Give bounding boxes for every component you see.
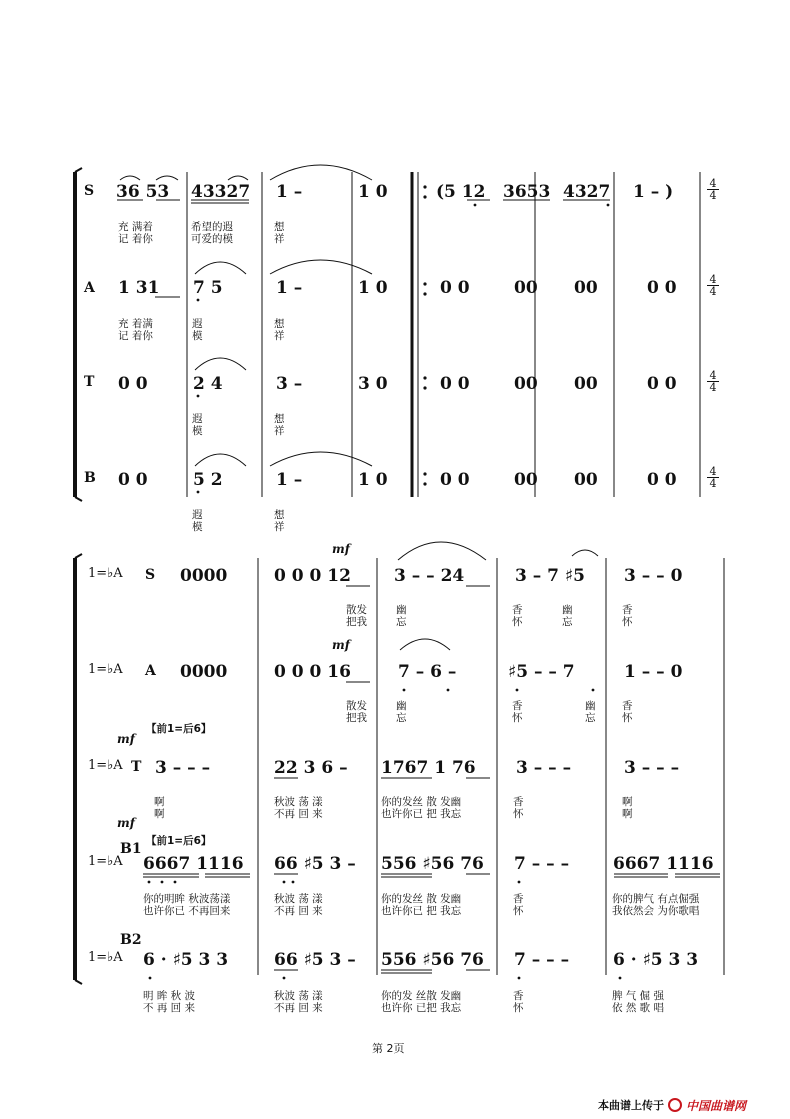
part-label-bass: B <box>84 470 96 486</box>
tenor-measure-2: 2 4 <box>193 374 223 394</box>
alto-lyric-2: 记 着你 <box>118 330 153 342</box>
tenor2-measure-1: 3 – – – <box>155 758 211 778</box>
tenor2-lyric-2e: 啊 <box>622 808 633 820</box>
soprano-measure-5: (5 12 <box>436 182 486 202</box>
alto-measure-1: 1 31 <box>118 278 160 298</box>
tenor-measure-1: 0 0 <box>118 374 148 394</box>
bass2-measure-4: 7 – – – <box>514 950 570 970</box>
bass2-measure-2: 66 ♯5 3 – <box>274 950 356 970</box>
alto2-lyric-2d: 忘 <box>585 712 596 724</box>
soprano-lyric-1b: 希望的遐 <box>191 221 233 233</box>
alto-measure-2: 7 5 <box>193 278 223 298</box>
alto2-measure-4: ♯5 – – 7 <box>508 662 575 682</box>
soprano2-measure-4: 3 – 7 ♯5 <box>515 566 585 586</box>
part2-label-tenor: T <box>131 759 142 775</box>
alto2-lyric-1b: 幽 <box>396 700 407 712</box>
bass2-lyric-2b: 不再 回 来 <box>274 1002 323 1014</box>
bass2-measure-5: 6 · ♯5 3 3 <box>613 950 699 970</box>
bass2-lyric-2c: 也许你 已把 我忘 <box>381 1002 462 1014</box>
alto2-lyric-2e: 怀 <box>622 712 633 724</box>
bass-measure-3: 1 – <box>276 470 303 490</box>
key-signature-bass1: 1=♭A <box>88 854 123 869</box>
soprano-measure-7: 4327 <box>563 182 611 202</box>
alto-lyric-2b: 模 <box>192 330 203 342</box>
key-signature-bass2: 1=♭A <box>88 950 123 965</box>
bass2-lyric-2d: 怀 <box>513 1002 524 1014</box>
bass1-lyric-2c: 也许你已 把 我忘 <box>381 905 462 917</box>
modulation-note-tenor: 【前1=后6】 <box>146 723 212 735</box>
tenor-measure-5: 0 0 <box>440 374 470 394</box>
soprano-measure-4: 1 0 <box>358 182 388 202</box>
bass1-lyric-1: 你的明眸 秋波荡漾 <box>143 893 231 905</box>
bass1-measure-4: 7 – – – <box>514 854 570 874</box>
soprano-measure-2: 43327 <box>191 182 251 202</box>
tenor-measure-4: 3 0 <box>358 374 388 394</box>
alto-lyric-1b: 遐 <box>192 318 203 330</box>
tenor2-measure-4: 3 – – – <box>516 758 572 778</box>
soprano-lyric-1c: 想 <box>274 221 285 233</box>
soprano2-measure-3: 3 – – 24 <box>394 566 465 586</box>
tenor2-lyric-2b: 不再 回 来 <box>274 808 323 820</box>
alto2-measure-3: 7 – 6 – <box>398 662 457 682</box>
soprano2-lyric-1c: 香 <box>512 604 523 616</box>
tenor2-lyric-1b: 秋波 荡 漾 <box>274 796 323 808</box>
alto2-lyric-2c: 怀 <box>512 712 523 724</box>
bass1-measure-2: 66 ♯5 3 – <box>274 854 356 874</box>
bass-lyric-1c: 想 <box>274 509 285 521</box>
bass-measure-6: 00 <box>514 470 538 490</box>
tenor2-lyric-1d: 香 <box>513 796 524 808</box>
soprano-measure-3: 1 – <box>276 182 303 202</box>
site-watermark[interactable] <box>598 1095 746 1115</box>
soprano2-lyric-1: 散发 <box>346 604 367 616</box>
key-signature-soprano: 1=♭A <box>88 566 123 581</box>
part2-label-alto: A <box>145 663 156 679</box>
bass2-measure-3: 556 ♯56 76 <box>381 950 484 970</box>
alto-measure-6: 00 <box>514 278 538 298</box>
bass-lyric-1b: 遐 <box>192 509 203 521</box>
tenor-measure-3: 3 – <box>276 374 303 394</box>
tenor-measure-6: 00 <box>514 374 538 394</box>
tenor-lyric-1b: 遐 <box>192 413 203 425</box>
alto-measure-4: 1 0 <box>358 278 388 298</box>
tenor2-measure-5: 3 – – – <box>624 758 680 778</box>
alto2-lyric-1: 散发 <box>346 700 367 712</box>
soprano-lyric-2c: 祥 <box>274 233 285 245</box>
alto2-lyric-2: 把我 <box>346 712 367 724</box>
soprano2-lyric-1d: 幽 <box>562 604 573 616</box>
soprano2-measure-2: 0 0 0 12 <box>274 566 351 586</box>
part2-label-bass2: B2 <box>120 932 142 948</box>
key-signature-tenor: 1=♭A <box>88 758 123 773</box>
modulation-note-bass: 【前1=后6】 <box>146 835 212 847</box>
bass-measure-1: 0 0 <box>118 470 148 490</box>
time-signature-tenor: 4 4 <box>707 370 719 393</box>
alto-measure-8: 0 0 <box>647 278 677 298</box>
alto2-lyric-1c: 香 <box>512 700 523 712</box>
tenor2-measure-2: 22 3 6 – <box>274 758 348 778</box>
soprano2-lyric-1e: 香 <box>622 604 633 616</box>
soprano2-lyric-2d: 忘 <box>562 616 573 628</box>
bass1-measure-5: 6667 1116 <box>613 854 714 874</box>
bass1-lyric-1e: 你的脾气 有点倔强 <box>612 893 700 905</box>
bass-measure-2: 5 2 <box>193 470 223 490</box>
tenor-measure-7: 00 <box>574 374 598 394</box>
tenor2-measure-3: 1767 1 76 <box>381 758 476 778</box>
bass1-measure-3: 556 ♯56 76 <box>381 854 484 874</box>
key-signature-alto: 1=♭A <box>88 662 123 677</box>
soprano2-measure-1: 0000 <box>180 566 228 586</box>
tenor-lyric-2c: 祥 <box>274 425 285 437</box>
bass-measure-8: 0 0 <box>647 470 677 490</box>
soprano2-lyric-1b: 幽 <box>396 604 407 616</box>
bass2-lyric-2: 不 再 回 来 <box>143 1002 196 1014</box>
tenor2-lyric-2d: 怀 <box>513 808 524 820</box>
bass2-lyric-1d: 香 <box>513 990 524 1002</box>
soprano-measure-1: 36 53 <box>116 182 170 202</box>
soprano2-lyric-2e: 怀 <box>622 616 633 628</box>
tenor2-lyric-1e: 啊 <box>622 796 633 808</box>
bass2-lyric-2e: 依 然 歌 唱 <box>612 1002 665 1014</box>
time-signature-soprano: 4 4 <box>707 178 719 201</box>
tenor-measure-8: 0 0 <box>647 374 677 394</box>
time-signature-bass: 4 4 <box>707 466 719 489</box>
soprano-measure-6: 3653 <box>503 182 551 202</box>
bass-measure-5: 0 0 <box>440 470 470 490</box>
dynamic-tenor: mf <box>117 732 135 746</box>
bass1-lyric-1b: 秋波 荡 漾 <box>274 893 323 905</box>
dynamic-alto: mf <box>332 638 350 652</box>
soprano-lyric-1: 充 满着 <box>118 221 153 233</box>
alto2-lyric-1d: 幽 <box>585 700 596 712</box>
alto-measure-5: 0 0 <box>440 278 470 298</box>
soprano2-lyric-2c: 怀 <box>512 616 523 628</box>
alto-measure-7: 00 <box>574 278 598 298</box>
alto-lyric-2c: 祥 <box>274 330 285 342</box>
alto2-measure-1: 0000 <box>180 662 228 682</box>
part2-label-soprano: S <box>145 567 156 583</box>
tenor2-lyric-2c: 也许你已 把 我忘 <box>381 808 462 820</box>
soprano-lyric-2: 记 着你 <box>118 233 153 245</box>
bass1-lyric-2e: 我依然会 为你歌唱 <box>612 905 700 917</box>
bass2-lyric-1: 明 眸 秋 波 <box>143 990 196 1002</box>
bass2-lyric-1b: 秋波 荡 漾 <box>274 990 323 1002</box>
alto2-measure-2: 0 0 0 16 <box>274 662 351 682</box>
bass2-measure-1: 6 · ♯5 3 3 <box>143 950 229 970</box>
bass1-lyric-1c: 你的发丝 散 发幽 <box>381 893 462 905</box>
alto2-lyric-1e: 香 <box>622 700 633 712</box>
tenor-lyric-1c: 想 <box>274 413 285 425</box>
bass2-lyric-1c: 你的发 丝散 发幽 <box>381 990 462 1002</box>
bass1-lyric-2d: 怀 <box>513 905 524 917</box>
part-label-alto: A <box>84 280 95 296</box>
part-label-soprano: S <box>84 183 95 199</box>
tenor2-lyric-1: 啊 <box>154 796 165 808</box>
bass-measure-7: 00 <box>574 470 598 490</box>
soprano-measure-8: 1 – ) <box>633 182 674 202</box>
alto-lyric-1: 充 着满 <box>118 318 153 330</box>
upload-text: 本曲谱上传于 <box>598 1099 664 1112</box>
soprano2-lyric-2b: 忘 <box>396 616 407 628</box>
tenor2-lyric-2: 啊 <box>154 808 165 820</box>
site-name: 中国曲谱网 <box>686 1098 747 1113</box>
soprano2-lyric-2: 把我 <box>346 616 367 628</box>
bass1-lyric-2: 也许你已 不再回来 <box>143 905 231 917</box>
tenor2-lyric-1c: 你的发丝 散 发幽 <box>381 796 462 808</box>
bass-lyric-2b: 模 <box>192 521 203 533</box>
bass1-lyric-1d: 香 <box>513 893 524 905</box>
part-label-tenor: T <box>84 374 95 390</box>
dynamic-soprano: mf <box>332 542 350 556</box>
bass-measure-4: 1 0 <box>358 470 388 490</box>
bass1-lyric-2b: 不再 回 来 <box>274 905 323 917</box>
bass2-lyric-1e: 脾 气 倔 强 <box>612 990 665 1002</box>
bass-lyric-2c: 祥 <box>274 521 285 533</box>
page-number: 第 2页 <box>372 1042 405 1055</box>
alto-lyric-1c: 想 <box>274 318 285 330</box>
alto2-lyric-2b: 忘 <box>396 712 407 724</box>
site-logo-icon <box>668 1098 682 1112</box>
soprano2-measure-5: 3 – – 0 <box>624 566 683 586</box>
time-signature-alto: 4 4 <box>707 274 719 297</box>
bass1-measure-1: 6667 1116 <box>143 854 244 874</box>
dynamic-bass: mf <box>117 816 135 830</box>
part2-label-bass1: B1 <box>120 841 142 857</box>
tenor-lyric-2b: 模 <box>192 425 203 437</box>
alto2-measure-5: 1 – – 0 <box>624 662 683 682</box>
alto-measure-3: 1 – <box>276 278 303 298</box>
soprano-lyric-2b: 可爱的模 <box>191 233 233 245</box>
